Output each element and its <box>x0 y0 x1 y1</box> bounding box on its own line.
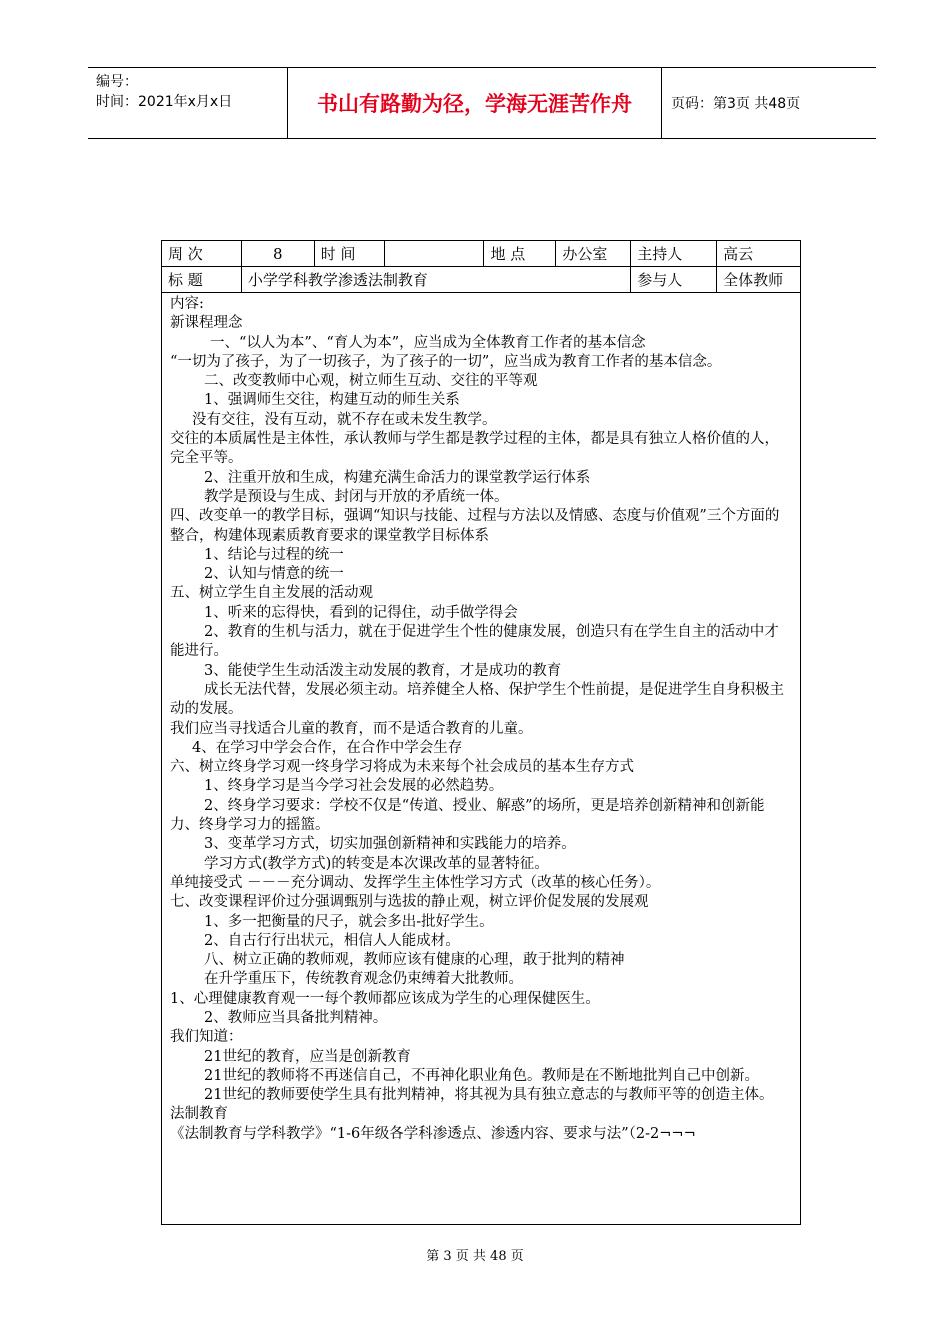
header-motto: 书山有路勤为径，学海无涯苦作舟 <box>317 92 632 116</box>
content-line: 教学是预设与生成、封闭与开放的矛盾统一体。 <box>204 488 509 505</box>
time-label: 时间：2021年x月x日 <box>96 94 233 110</box>
content-line: 交往的本质属性是主体性，承认教师与学生都是教学过程的主体，都是具有独立人格价值的人，完全平等。 <box>170 431 779 467</box>
content-line: 没有交往，没有互动，就不存在或未发生教学。 <box>192 411 497 428</box>
time-value <box>384 241 484 267</box>
content-line: 2、终身学习要求：学校不仅是“传道、授业、解惑”的场所，更是培养创新精神和创新能力、终身学习力的摇篮。 <box>170 797 765 834</box>
content-line: 2、教育的生机与活力，就在于促进学生个性的健康发展，创造只有在学生自主的活动中才能进行。 <box>170 624 779 660</box>
week-value: 8 <box>241 241 314 267</box>
content-line: 1、强调师生交往，构建互动的师生关系 <box>204 392 460 409</box>
topic-value: 小学学科教学渗透法制教育 <box>241 267 630 293</box>
document-header <box>88 67 876 139</box>
topic-label: 标 题 <box>162 267 242 293</box>
content-line: 21世纪的教师将不再迷信自己，不再神化职业角色。教师是在不断地批判自己中创新。 <box>204 1067 759 1084</box>
content-line: 七、改变课程评价过分强调甄别与选拔的静止观，树立评价促发展的发展观 <box>170 894 649 911</box>
participants-label: 参与人 <box>631 267 717 293</box>
content-line: 四、改变单一的教学目标，强调“知识与技能、过程与方法以及情感、态度与价值观”三个方面的整合，构建体现素质教育要求的课堂教学目标体系 <box>170 508 780 544</box>
week-label: 周 次 <box>162 241 242 267</box>
content-line: 五、树立学生自主发展的活动观 <box>170 585 373 602</box>
content-line: 学习方式(教学方式)的转变是本次课改革的显著特征。 <box>204 855 549 872</box>
time-label-cell: 时 间 <box>314 241 384 267</box>
content-line: 2、教师应当具备批判精神。 <box>204 1009 388 1026</box>
participants-value: 全体教师 <box>717 267 801 293</box>
content-line: 1、结论与过程的统一 <box>204 546 344 563</box>
content-line: 成长无法代替，发展必须主动。培养健全人格、保护学生个性前提，是促进学生自身积极主动的发展。 <box>170 681 784 718</box>
place-label: 地 点 <box>484 241 556 267</box>
place-value: 办公室 <box>556 241 631 267</box>
content-line: 单纯接受式 －－－充分调动、发挥学生主体性学习方式（改革的核心任务）。 <box>170 874 661 891</box>
content-line: 1、多一把衡量的尺子，就会多出-批好学生。 <box>204 913 494 930</box>
host-value: 高云 <box>717 241 801 267</box>
content-line: 新课程理念 <box>170 315 243 332</box>
content-line: 2、认知与情意的统一 <box>204 566 344 583</box>
content-line: 内容: <box>170 296 204 312</box>
content-line: 《法制教育与学科教学》“1-6年级各学科渗透点、渗透内容、要求与法”（2-2¬¬¬ <box>170 1125 696 1142</box>
table-row <box>162 241 801 267</box>
content-line: 1、终身学习是当今学习社会发展的必然趋势。 <box>204 778 504 795</box>
content-line: 法制教育 <box>170 1106 228 1123</box>
content-line: 4、在学习中学会合作，在合作中学会生存 <box>192 739 463 756</box>
host-label: 主持人 <box>631 241 717 267</box>
meeting-info-table <box>161 240 801 293</box>
table-row <box>162 267 801 293</box>
content-line: “一切为了孩子，为了一切孩子，为了孩子的一切”，应当成为教育工作者的基本信念。 <box>170 353 722 370</box>
content-line: 1、心理健康教育观一一每个教师都应该成为学生的心理保健医生。 <box>170 990 600 1007</box>
content-line: 2、注重开放和生成，构建充满生命活力的课堂教学运行体系 <box>204 469 591 486</box>
content-box <box>161 292 801 1225</box>
content-line: 21世纪的教师要使学生具有批判精神，将其视为具有独立意志的与教师平等的创造主体。 <box>204 1087 774 1104</box>
content-line: 六、树立终身学习观一终身学习将成为未来每个社会成员的基本生存方式 <box>170 759 634 776</box>
header-meta <box>96 72 286 112</box>
serial-label: 编号： <box>96 74 138 90</box>
content-line: 3、变革学习方式，切实加强创新精神和实践能力的培养。 <box>204 836 576 853</box>
header-page-info: 页码：第3页 共48页 <box>671 96 801 112</box>
page-footer: 第 3 页 共 48 页 <box>426 1249 524 1264</box>
content-line: 我们知道： <box>170 1029 243 1046</box>
header-divider <box>661 68 662 138</box>
content-line: 一、“以人为本”、“育人为本”，应当成为全体教育工作者的基本信念 <box>210 334 646 351</box>
content-line: 在升学重压下，传统教育观念仍束缚着大批教师。 <box>204 971 523 988</box>
content-line: 2、自古行行出状元，相信人人能成材。 <box>204 932 460 949</box>
content-line: 二、改变教师中心观，树立师生互动、交往的平等观 <box>204 373 538 390</box>
content-line: 八、树立正确的教师观，教师应该有健康的心理，敢于批判的精神 <box>204 952 625 969</box>
content-line: 我们应当寻找适合儿童的教育，而不是适合教育的儿童。 <box>170 720 533 737</box>
content-line: 3、能使学生生动活泼主动发展的教育，才是成功的教育 <box>204 662 562 679</box>
content-line: 1、听来的忘得快，看到的记得住，动手做学得会 <box>204 604 518 621</box>
content-line: 21世纪的教育，应当是创新教育 <box>204 1048 411 1065</box>
